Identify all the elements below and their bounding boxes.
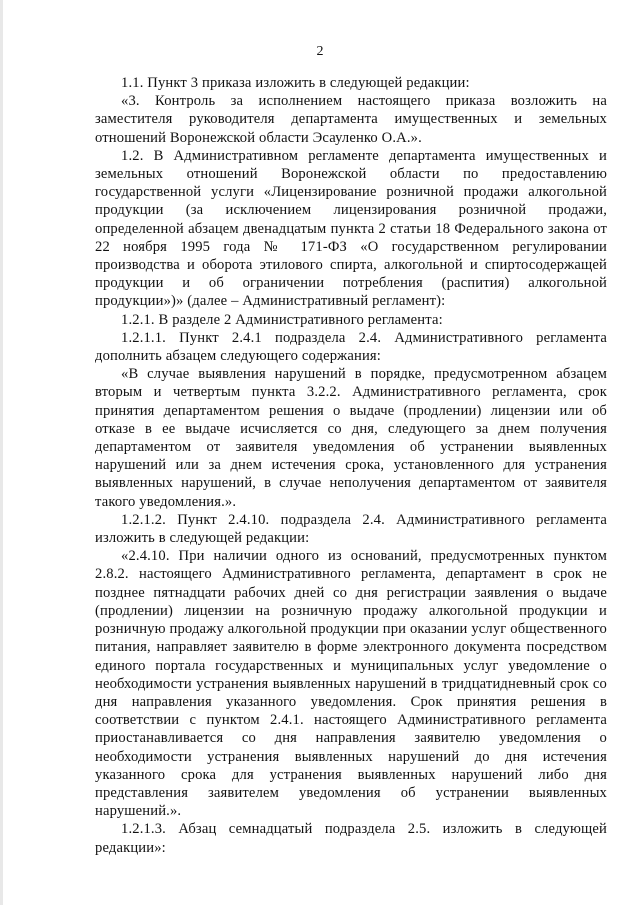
paragraph-1-2-1-2: 1.2.1.2. Пункт 2.4.10. подраздела 2.4. Административного регламента изложить в следующей редакции: [95, 511, 607, 547]
paragraph-1-2-1-1: 1.2.1.1. Пункт 2.4.1 подраздела 2.4. Административного регламента дополнить абзацем следующего содержания: [95, 329, 607, 365]
paragraph-1-2-1: 1.2.1. В разделе 2 Административного регламента: [121, 311, 443, 328]
paragraph-1-2: 1.2. В Административном регламенте департамента имущественных и земельных отношений Воронежской области по предоставлению государственной услуги «Лицензирование розничной продажи алкогольной продукции (за исключением лицензирования розничной продажи, определенной абзацем двенадцатым пункта 2 статьи 18 Федерального закона от 22 ноября 1995 года № 171-ФЗ «О государственном регулировании производства и оборота этилового спирта, алкогольной и спиртосодержащей продукции и об ограничении потребления (распития) алкогольной продукции»)» (далее – Административный регламент): [95, 147, 607, 310]
scan-edge [0, 0, 3, 905]
paragraph-1-2-1-3: 1.2.1.3. Абзац семнадцатый подраздела 2.5. изложить в следующей редакции»: [95, 821, 607, 856]
page-number: 2 [316, 44, 324, 59]
paragraph-quote-3: «3. Контроль за исполнением настоящего приказа возложить на заместителя руководителя департамента имущественных и земельных отношений Воронежской области Эсауленко О.А.». [95, 93, 607, 146]
paragraph-quote-2-4-10: «2.4.10. При наличии одного из оснований, предусмотренных пунктом 2.8.2. настоящего Административного регламента, департамент в срок не позднее пятнадцати рабочих дней со дня регистрации заявления о выдаче (продлении) лицензии на розничную продажу алкогольной продукции и розничную продажу алкогольной продукции при оказании услуг общественного питания, направляет заявителю в форме электронного документа посредством единого портала государственных и муниципальных услуг уведомление о необходимости устранения выявленных нарушений в тридцатидневный срок со дня направления указанного уведомления. Срок принятия решения в соответствии с пунктом 2.4.1. настоящего Административного регламента приостанавливается со дня направления заявителю уведомления о необходимости устранения выявленных нарушений до дня истечения указанного срока для устранения выявленных нарушений либо дня представления заявителем уведомления об устранении выявленных нарушений.». [95, 548, 607, 820]
document-body [95, 74, 607, 857]
paragraph-1-1: 1.1. Пункт 3 приказа изложить в следующей редакции: [121, 75, 470, 91]
paragraph-quote-violations: «В случае выявления нарушений в порядке, предусмотренном абзацем вторым и четвертым пункта 3.2.2. Административного регламента, срок принятия департаментом решения о выдаче (продлении) лицензии или об отказе в ее выдаче исчисляется со дня, следующего за днем получения департаментом от заявителя уведомления об устранении выявленных нарушений или за днем истечения срока, установленного для устранения выявленных нарушений, в случае неполучения департаментом от заявителя такого уведомления.». [95, 366, 607, 510]
